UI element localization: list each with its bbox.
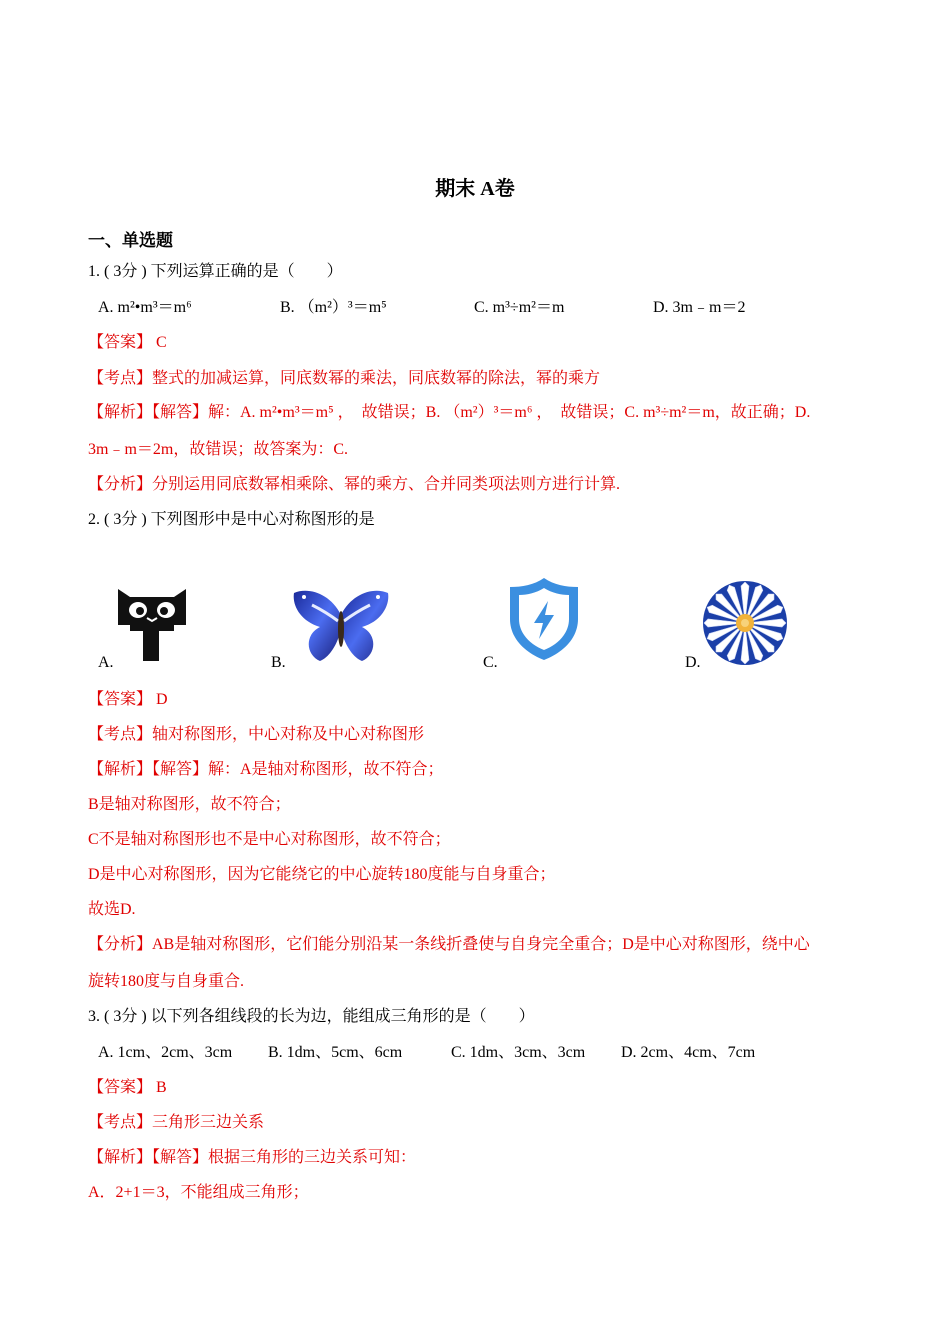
q3-stem: 3. ( 3分 ) 以下列各组线段的长为边，能组成三角形的是（ ） xyxy=(88,1008,535,1025)
tmall-cat-icon xyxy=(116,585,188,663)
q2-analysis-line2: B是轴对称图形，故不符合； xyxy=(88,796,291,813)
q2-option-b-label: B. xyxy=(271,654,286,671)
q2-fenxi-line2: 旋转180度与自身重合. xyxy=(88,973,245,990)
q3-option-b: B. 1dm、5cm、6cm xyxy=(268,1044,403,1061)
q1-option-d: D. 3m﹣m＝2 xyxy=(653,299,746,316)
q1-analysis-line1: 【解析】【解答】解：A. m²•m³＝m⁵ ， 故错误；B. （m²）³＝m⁶ ， 故错误；C. m³÷m²＝m，故正确；D. xyxy=(88,404,811,421)
q2-answer: 【答案】 D xyxy=(88,691,168,708)
q3-line-a: A．2+1＝3，不能组成三角形； xyxy=(88,1184,309,1201)
q2-option-d-label: D. xyxy=(685,654,701,671)
q2-analysis-line4: D是中心对称图形，因为它能绕它的中心旋转180度能与自身重合； xyxy=(88,866,556,883)
q2-analysis-line1: 【解析】【解答】解：A是轴对称图形，故不符合； xyxy=(88,761,444,778)
q2-analysis-line3: C不是轴对称图形也不是中心对称图形，故不符合； xyxy=(88,831,451,848)
q2-point: 【考点】轴对称图形，中心对称及中心对称图形 xyxy=(88,726,425,743)
q2-stem: 2. ( 3分 ) 下列图形中是中心对称图形的是 xyxy=(88,511,375,528)
q2-analysis-line5: 故选D. xyxy=(88,901,136,918)
q2-option-c-label: C. xyxy=(483,654,498,671)
section-heading: 一、单选题 xyxy=(88,231,173,250)
q3-option-d: D. 2cm、4cm、7cm xyxy=(621,1044,756,1061)
q3-point: 【考点】三角形三边关系 xyxy=(88,1114,265,1131)
butterfly-icon xyxy=(290,585,392,665)
shield-lightning-icon xyxy=(506,575,582,663)
flower-wheel-icon xyxy=(702,580,788,666)
q1-option-c: C. m³÷m²＝m xyxy=(474,299,565,316)
q3-option-a: A. 1cm、2cm、3cm xyxy=(98,1044,233,1061)
q1-point: 【考点】整式的加减运算，同底数幂的乘法，同底数幂的除法，幂的乘方 xyxy=(88,370,601,387)
q3-answer: 【答案】 B xyxy=(88,1079,167,1096)
page-title: 期末 A卷 xyxy=(435,178,515,200)
q1-option-b: B. （m²）³＝m⁵ xyxy=(280,299,387,316)
q3-analysis: 【解析】【解答】根据三角形的三边关系可知： xyxy=(88,1149,417,1166)
q1-option-a: A. m²•m³＝m⁶ xyxy=(98,299,192,316)
q2-fenxi-line1: 【分析】AB是轴对称图形，它们能分别沿某一条线折叠使与自身完全重合；D是中心对称图形，绕中心 xyxy=(88,936,810,953)
q1-stem: 1. ( 3分 ) 下列运算正确的是（ ） xyxy=(88,263,343,280)
q2-option-a-label: A. xyxy=(98,654,114,671)
q1-analysis-line2: 3m﹣m＝2m，故错误；故答案为：C. xyxy=(88,441,349,458)
q3-option-c: C. 1dm、3cm、3cm xyxy=(451,1044,586,1061)
q1-answer: 【答案】 C xyxy=(88,334,167,351)
q1-fenxi: 【分析】分别运用同底数幂相乘除、幂的乘方、合并同类项法则方进行计算. xyxy=(88,476,621,493)
